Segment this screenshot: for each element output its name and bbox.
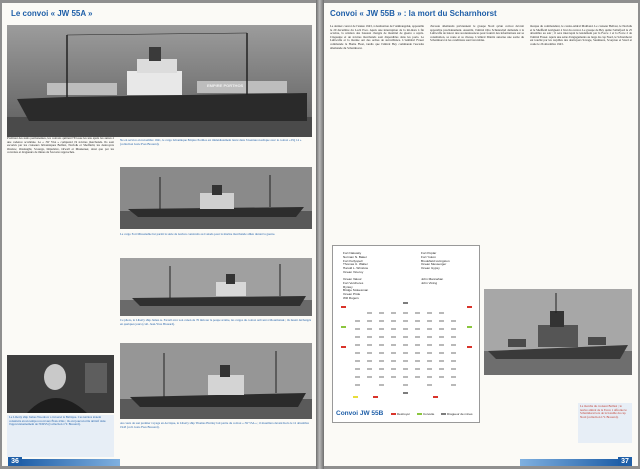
merchant-ship-marker	[403, 344, 408, 346]
merchant-ship-marker	[451, 384, 456, 386]
ship-name: Ocean Pride	[343, 292, 361, 296]
ship-photo-2	[120, 167, 312, 229]
merchant-ship-marker	[439, 320, 444, 322]
merchant-ship-marker	[427, 336, 432, 338]
merchant-ship-marker	[427, 312, 432, 314]
merchant-ship-marker	[379, 360, 384, 362]
merchant-ship-marker	[403, 352, 408, 354]
right-page-number: 37	[621, 458, 629, 465]
merchant-ship-marker	[427, 384, 432, 386]
merchant-ship-marker	[355, 328, 360, 330]
merchant-ship-marker	[439, 328, 444, 330]
ship-list-b	[343, 278, 368, 301]
merchant-ship-marker	[379, 344, 384, 346]
merchant-ship-marker	[367, 336, 372, 338]
ship-name-label: EMPIRE PORTHOS	[207, 83, 244, 88]
merchant-ship-marker	[451, 328, 456, 330]
right-caption: La marche du croiseur Belfast ; le navire amiral de la Force 1 affronte le Scharnhorst lors de la bataille du cap Nord (collection J.Y. Brouard).	[580, 405, 627, 419]
merchant-ship-marker	[379, 328, 384, 330]
merchant-ship-marker	[451, 368, 456, 370]
ship-name: John Mannahan	[421, 277, 444, 281]
diagram-title: Convoi JW 55B	[336, 410, 384, 417]
convoy-diagram	[332, 245, 480, 423]
merchant-ship-marker	[439, 352, 444, 354]
merchant-ship-marker	[439, 336, 444, 338]
escort-ship-marker	[433, 396, 438, 398]
merchant-ship-marker	[415, 312, 420, 314]
ship-list-a	[343, 252, 368, 275]
merchant-ship-marker	[415, 328, 420, 330]
legend-swatch	[417, 413, 422, 416]
escort-ship-marker	[403, 302, 408, 304]
right-section-title: Convoi « JW 55B » : la mort du Scharnhorst	[330, 9, 497, 18]
merchant-ship-marker	[439, 376, 444, 378]
ship-list-c	[421, 252, 450, 271]
merchant-ship-marker	[391, 336, 396, 338]
merchant-ship-marker	[451, 360, 456, 362]
escort-ship-marker	[341, 326, 346, 328]
merchant-ship-marker	[367, 328, 372, 330]
ship-name: Norman N. Baker	[343, 254, 367, 259]
escort-ship-marker	[353, 396, 358, 398]
ship-photo-4	[120, 343, 312, 419]
ship-name: Harold L. Winslow	[343, 266, 368, 270]
merchant-ship-marker	[403, 336, 408, 338]
ship-name: Ryrasy	[343, 284, 353, 289]
merchant-ship-marker	[451, 320, 456, 322]
merchant-ship-marker	[367, 344, 372, 346]
merchant-ship-marker	[379, 336, 384, 338]
merchant-ship-marker	[427, 328, 432, 330]
ship-name: Will Rogers	[343, 295, 359, 300]
merchant-ship-marker	[403, 360, 408, 362]
left-section-title: Le convoi « JW 55A »	[11, 9, 93, 18]
merchant-ship-marker	[355, 336, 360, 338]
escort-ship-marker	[403, 392, 408, 394]
caption-2: Le cargo Fort Missanabie fut parmi la série de navires construits au Canada pour la marine marchande alliée durant la guerre.	[120, 233, 276, 236]
left-page	[2, 3, 316, 466]
merchant-ship-marker	[403, 384, 408, 386]
merchant-ship-marker	[379, 312, 384, 314]
escort-ship-marker	[373, 396, 378, 398]
merchant-ship-marker	[403, 328, 408, 330]
merchant-ship-marker	[391, 352, 396, 354]
merchant-ship-marker	[427, 352, 432, 354]
cargo-ship-image	[7, 25, 312, 137]
merchant-ship-marker	[355, 384, 360, 386]
escort-ship-marker	[467, 326, 472, 328]
merchant-ship-marker	[379, 320, 384, 322]
merchant-ship-marker	[415, 352, 420, 354]
legend-minesweeper	[441, 412, 473, 416]
merchant-ship-marker	[367, 312, 372, 314]
merchant-ship-marker	[403, 312, 408, 314]
merchant-ship-marker	[403, 376, 408, 378]
legend-swatch	[441, 413, 446, 416]
ship-name: John Vining	[421, 280, 438, 285]
ship-name: Ocean Gypsy	[421, 266, 440, 270]
merchant-ship-marker	[391, 312, 396, 314]
escort-ship-marker	[341, 346, 346, 348]
caption-4: Au cours de son premier voyage en Arctique, le Liberty ship Thomas Hartley fait partie du convoi « JW 55A » ; il mouillera devant Kola le 12 décembre 1943 (coll. Jean-Yves Brouard).	[120, 422, 309, 429]
merchant-ship-marker	[439, 360, 444, 362]
merchant-ship-marker	[439, 312, 444, 314]
merchant-ship-marker	[427, 360, 432, 362]
right-body-col-3: marque du commandant, le contre-amiral Maitland. Le croiseur Belfast, le Norfolk et le Sheffield naviguent à l'est du convoi. Le groupe de Bey quitte l'Altafjord le 25 décembre au soir ; il sera intercepté le lendemain par la Force 1 et la Force 2 de l'amiral Fraser. Après une série d'engagements au large du cap Nord, le Scharnhorst est touché par les torpilles des destroyers Savage, Saumarez, Scorpion et Stord et coule le 26 décembre 1943.	[530, 25, 632, 46]
merchant-ship-marker	[391, 328, 396, 330]
merchant-ship-marker	[451, 344, 456, 346]
merchant-ship-marker	[451, 352, 456, 354]
ship-name: Thomas U. Walter	[343, 262, 368, 267]
merchant-ship-marker	[367, 376, 372, 378]
merchant-ship-marker	[355, 360, 360, 362]
merchant-ship-marker	[379, 352, 384, 354]
right-body-col-2: d'écoute allemands préviennent le groupe Nord qu'un convoi devrait apparaître prochainement. Aussitôt, l'amiral Otto Schniewind demande à la Luftwaffe de lancer des reconnaissances pour fournir des informations sur sa constitution, sa route et sa vitesse. L'amiral Dönitz autorise une sortie du Scharnhorst si les conditions sont favorables.	[430, 25, 524, 43]
ship-name: Brookfield Livingston	[421, 258, 450, 263]
gutter	[316, 0, 324, 469]
merchant-ship-marker	[415, 344, 420, 346]
merchant-ship-marker	[415, 336, 420, 338]
merchant-ship-marker	[355, 368, 360, 370]
merchant-ship-marker	[391, 376, 396, 378]
merchant-ship-marker	[415, 376, 420, 378]
merchant-ship-marker	[355, 352, 360, 354]
escort-ship-marker	[467, 306, 472, 308]
merchant-ship-marker	[367, 360, 372, 362]
merchant-ship-marker	[367, 352, 372, 354]
ship-name: Fort Vercheres	[343, 280, 364, 285]
merchant-ship-marker	[415, 320, 420, 322]
left-body-text: Profitant des nuits permanentes, les convois quittent l'Écosse les uns après les autres à une cadence accélérée. Le « JW 55A » comprend 19 navires marchands. Ils sont escortés par les croiseurs britanniques Belfast, Norfolk et Sheffield, les destroyers Onslow, Onslaught, Scourge, Impulsive, Orwell et Musketeer, ainsi que par les corvettes et dragueurs de mines de l'escorte rapprochée.	[7, 137, 114, 155]
legend-corvette	[417, 412, 434, 416]
left-footer-bar	[20, 459, 120, 466]
merchant-ship-marker	[391, 368, 396, 370]
caption-1: Ne en service en novembre 1941, le cargo britannique Empire Porthos est immédiatement lancé dans l'aventure nordique avec le convoi « PQ 14 » (collection Jean-Yves Brouard).	[120, 139, 302, 146]
merchant-ship-marker	[379, 384, 384, 386]
merchant-ship-marker	[367, 368, 372, 370]
merchant-ship-marker	[427, 368, 432, 370]
merchant-ship-marker	[451, 336, 456, 338]
escort-ship-marker	[341, 306, 346, 308]
merchant-ship-marker	[391, 320, 396, 322]
merchant-ship-marker	[355, 320, 360, 322]
merchant-ship-marker	[427, 320, 432, 322]
ship-photo-3	[120, 258, 312, 316]
portrait-photo	[7, 355, 114, 413]
ship-name: Fort Nakusky	[343, 251, 362, 255]
merchant-ship-marker	[427, 376, 432, 378]
legend-destroyer	[391, 412, 410, 416]
main-ship-photo	[7, 25, 312, 137]
legend-label: Corvette	[423, 412, 435, 416]
right-footer-bar	[520, 459, 620, 466]
ship-name: Fort Yukon	[421, 254, 436, 259]
ship-list-d	[421, 278, 443, 286]
merchant-ship-marker	[355, 376, 360, 378]
merchant-ship-marker	[451, 376, 456, 378]
ship-name: Fort Kullyspell	[343, 258, 363, 263]
merchant-ship-marker	[379, 376, 384, 378]
merchant-ship-marker	[355, 344, 360, 346]
ship-name: Ocean Valour	[343, 277, 362, 281]
cruiser-photo	[484, 289, 632, 375]
merchant-ship-marker	[379, 368, 384, 370]
escort-ship-marker	[467, 346, 472, 348]
merchant-ship-marker	[403, 320, 408, 322]
merchant-ship-marker	[415, 360, 420, 362]
legend-label: Dragueur de mines	[447, 412, 473, 416]
merchant-ship-marker	[391, 344, 396, 346]
ship-name: Bridge Stokesman	[343, 288, 369, 293]
merchant-ship-marker	[403, 368, 408, 370]
ship-name: Ocean Messenger	[421, 262, 447, 267]
caption-3: Ce photo, le Liberty ship James A. Farrell avec son canon de 76 mm sur la poupe arrière, les cargos du convoi arrivent à Mourmansk ; ils furent déchargés en quelques jours (coll. Jean-Yves Brouard).	[120, 319, 312, 326]
merchant-ship-marker	[427, 344, 432, 346]
merchant-ship-marker	[367, 320, 372, 322]
ship-name: Fort Poplar	[421, 251, 437, 255]
merchant-ship-marker	[439, 368, 444, 370]
legend-swatch	[391, 413, 396, 416]
right-page	[324, 3, 638, 466]
right-body-col-1: Le dernier convoi de l'année 1943, à destination de l'Arkhangelsk, appareille le 20 décembre du Loch Ewe. Après une interruption de la mi-mars à fin octobre, la relation des bateaux chargés de matériel de guerre a repris. Cinquante et un navires marchands sont disponibles dans les ports. Le Luftwaffe et la marine ont des ordres de surveillance. L'Admiral Fraser commande la Home Fleet, tandis que l'amiral Bey commande l'escadre allemande du Scharnhorst.	[330, 25, 424, 50]
legend-label: Destroyer	[397, 412, 411, 416]
portrait-caption: Le Liberty ship James Woodrow a traversé la Baltique. Ces navires étaient construits en un temps record aux États-Unis ; ils ont joué un rôle décisif dans l'approvisionnement de l'URSS (Collection J.Y. Brouard).	[9, 416, 106, 427]
merchant-ship-marker	[415, 368, 420, 370]
ship-name: Ocean Viceroy	[343, 269, 364, 274]
left-page-number: 36	[11, 458, 19, 465]
merchant-ship-marker	[391, 360, 396, 362]
merchant-ship-marker	[439, 344, 444, 346]
